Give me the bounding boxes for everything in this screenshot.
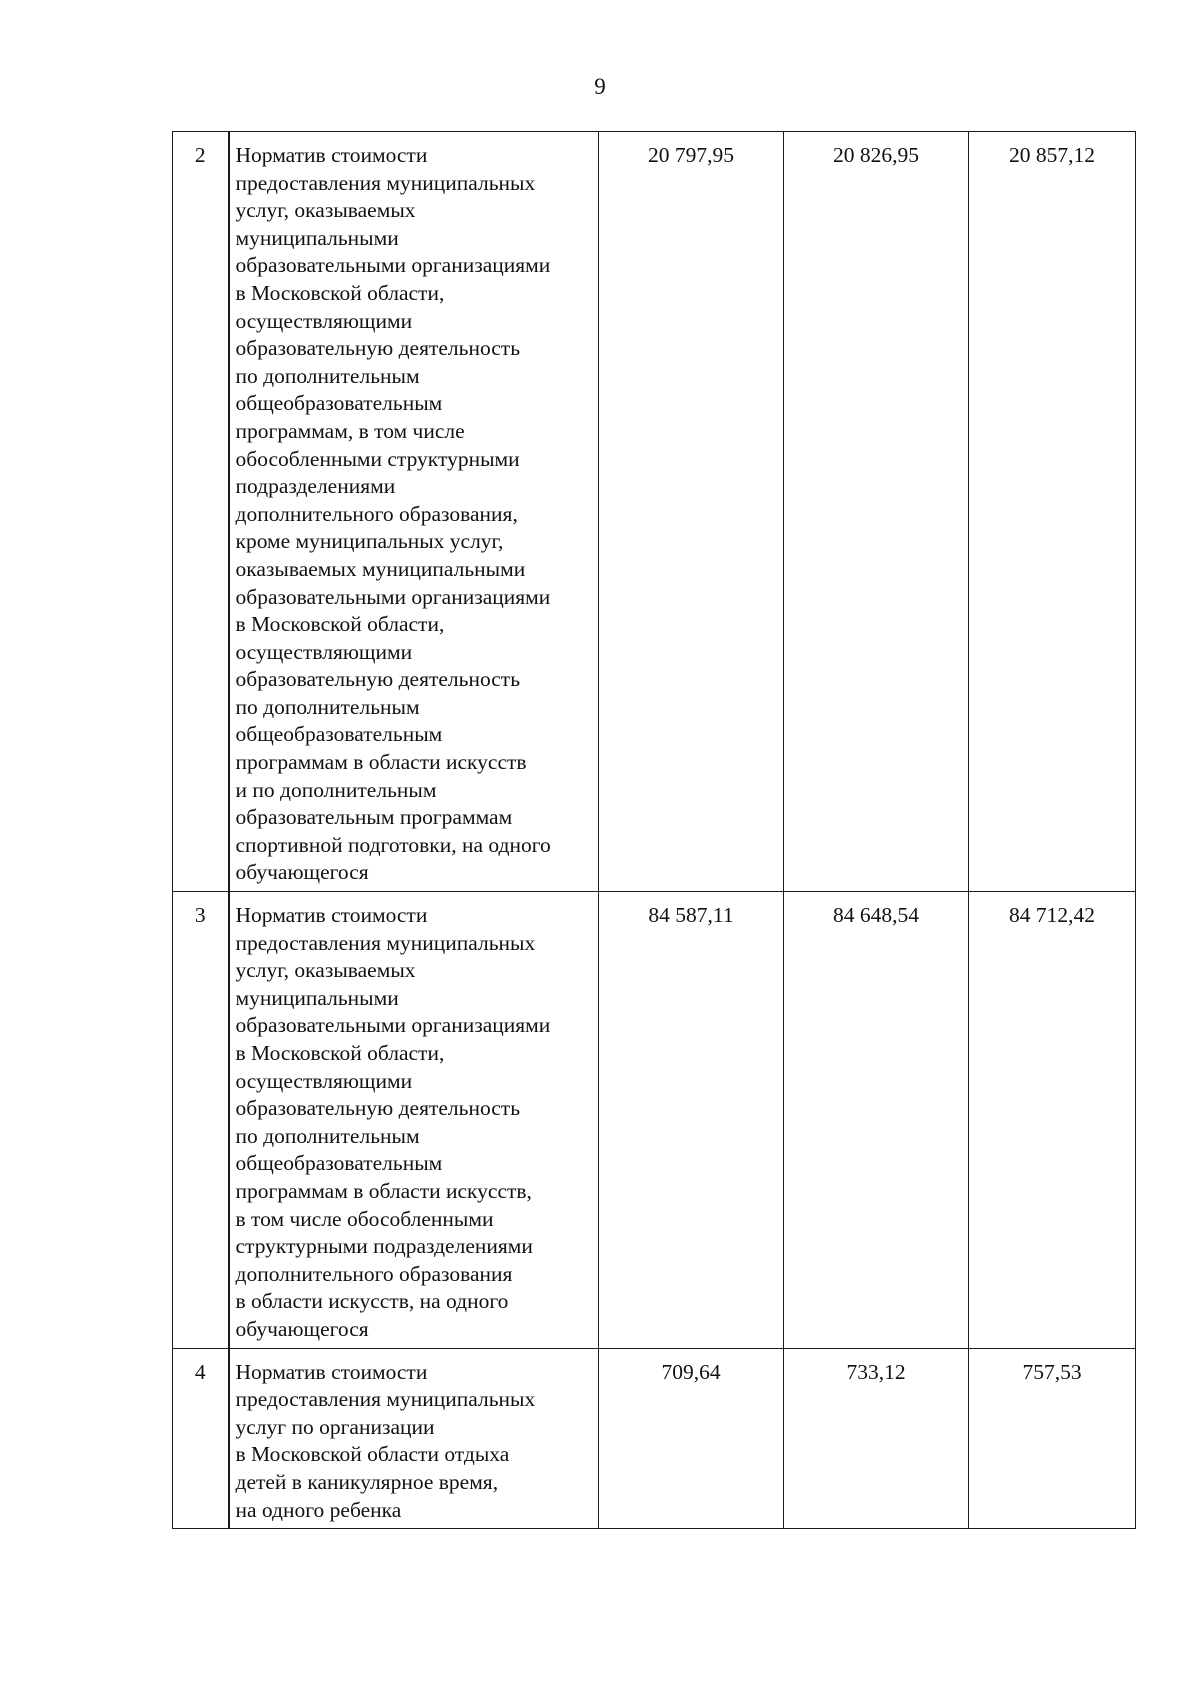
table-row xyxy=(173,132,1136,892)
description-line: программам в области искусств xyxy=(235,750,527,775)
description-line: общеобразовательным xyxy=(235,722,443,747)
value-cell: 733,12 xyxy=(784,1348,969,1529)
description-line: на одного ребенка xyxy=(235,1497,402,1522)
value-cell: 757,53 xyxy=(969,1348,1136,1529)
description-line: образовательными организациями xyxy=(235,1013,551,1038)
row-number-cell: 3 xyxy=(173,892,229,1349)
description-line: детей в каникулярное время, xyxy=(235,1469,499,1494)
description-line: по дополнительным xyxy=(235,363,420,388)
norms-table xyxy=(172,131,1136,1529)
value-cell: 20 857,12 xyxy=(969,132,1136,892)
description-line: в Московской области, xyxy=(235,1041,445,1065)
description-line: предоставления муниципальных xyxy=(235,930,536,955)
description-line: структурными подразделениями xyxy=(235,1234,533,1259)
description-cell xyxy=(229,892,599,1349)
description-line: в области искусств, на одного xyxy=(235,1289,509,1314)
value-cell: 20 797,95 xyxy=(599,132,784,892)
table-row xyxy=(173,1348,1136,1529)
description-line: услуг, оказываемых xyxy=(235,958,416,983)
description-line: программам, в том числе xyxy=(235,418,465,443)
description-line: Норматив стоимости xyxy=(235,1359,428,1384)
description-line: в том числе обособленными xyxy=(235,1206,494,1231)
description-line: осуществляющими xyxy=(235,1068,413,1093)
description-cell xyxy=(229,1348,599,1529)
description-line: Норматив стоимости xyxy=(235,143,428,167)
value-cell: 84 648,54 xyxy=(784,892,969,1349)
value-cell: 20 826,95 xyxy=(784,132,969,892)
description-line: спортивной подготовки, на одного xyxy=(235,832,551,857)
description-line: обучающегося xyxy=(235,860,369,885)
description-line: муниципальными xyxy=(235,225,399,250)
row-number-cell: 2 xyxy=(173,132,229,892)
description-line: общеобразовательным xyxy=(235,391,443,416)
description-line: образовательными организациями xyxy=(235,253,551,278)
description-cell xyxy=(229,132,599,892)
description-line: услуг, оказываемых xyxy=(235,198,416,223)
description-line: обучающегося xyxy=(235,1316,369,1341)
description-line: предоставления муниципальных xyxy=(235,1387,536,1412)
description-line: Норматив стоимости xyxy=(235,903,428,928)
description-line: оказываемых муниципальными xyxy=(235,556,526,581)
description-line: осуществляющими xyxy=(235,308,413,333)
description-line: в Московской области, xyxy=(235,612,445,637)
description-line: по дополнительным xyxy=(235,694,420,719)
description-line: осуществляющими xyxy=(235,639,413,664)
description-line: программам в области искусств, xyxy=(235,1178,532,1203)
page-number: 9 xyxy=(594,74,606,99)
description-line: кроме муниципальных услуг, xyxy=(235,529,504,554)
table-row xyxy=(173,892,1136,1349)
row-number-cell: 4 xyxy=(173,1348,229,1529)
description-line: дополнительного образования xyxy=(235,1261,513,1286)
description-line: образовательную деятельность xyxy=(235,1096,520,1121)
description-line: образовательным программам xyxy=(235,805,513,830)
description-line: подразделениями xyxy=(235,474,396,499)
description-line: в Московской области отдыха xyxy=(235,1442,510,1467)
description-line: предоставления муниципальных xyxy=(235,170,536,195)
value-cell: 709,64 xyxy=(599,1348,784,1529)
value-cell: 84 712,42 xyxy=(969,892,1136,1349)
description-line: в Московской области, xyxy=(235,280,445,305)
description-line: услуг по организации xyxy=(235,1414,435,1439)
description-line: общеобразовательным xyxy=(235,1151,443,1176)
description-line: по дополнительным xyxy=(235,1123,420,1148)
description-line: обособленными структурными xyxy=(235,446,520,471)
description-line: образовательную деятельность xyxy=(235,667,520,692)
description-line: образовательными организациями xyxy=(235,584,551,609)
description-line: дополнительного образования, xyxy=(235,501,518,526)
description-line: образовательную деятельность xyxy=(235,336,520,361)
norms-table-body xyxy=(173,132,1136,1529)
description-line: и по дополнительным xyxy=(235,777,437,802)
value-cell: 84 587,11 xyxy=(599,892,784,1349)
description-line: муниципальными xyxy=(235,985,399,1010)
